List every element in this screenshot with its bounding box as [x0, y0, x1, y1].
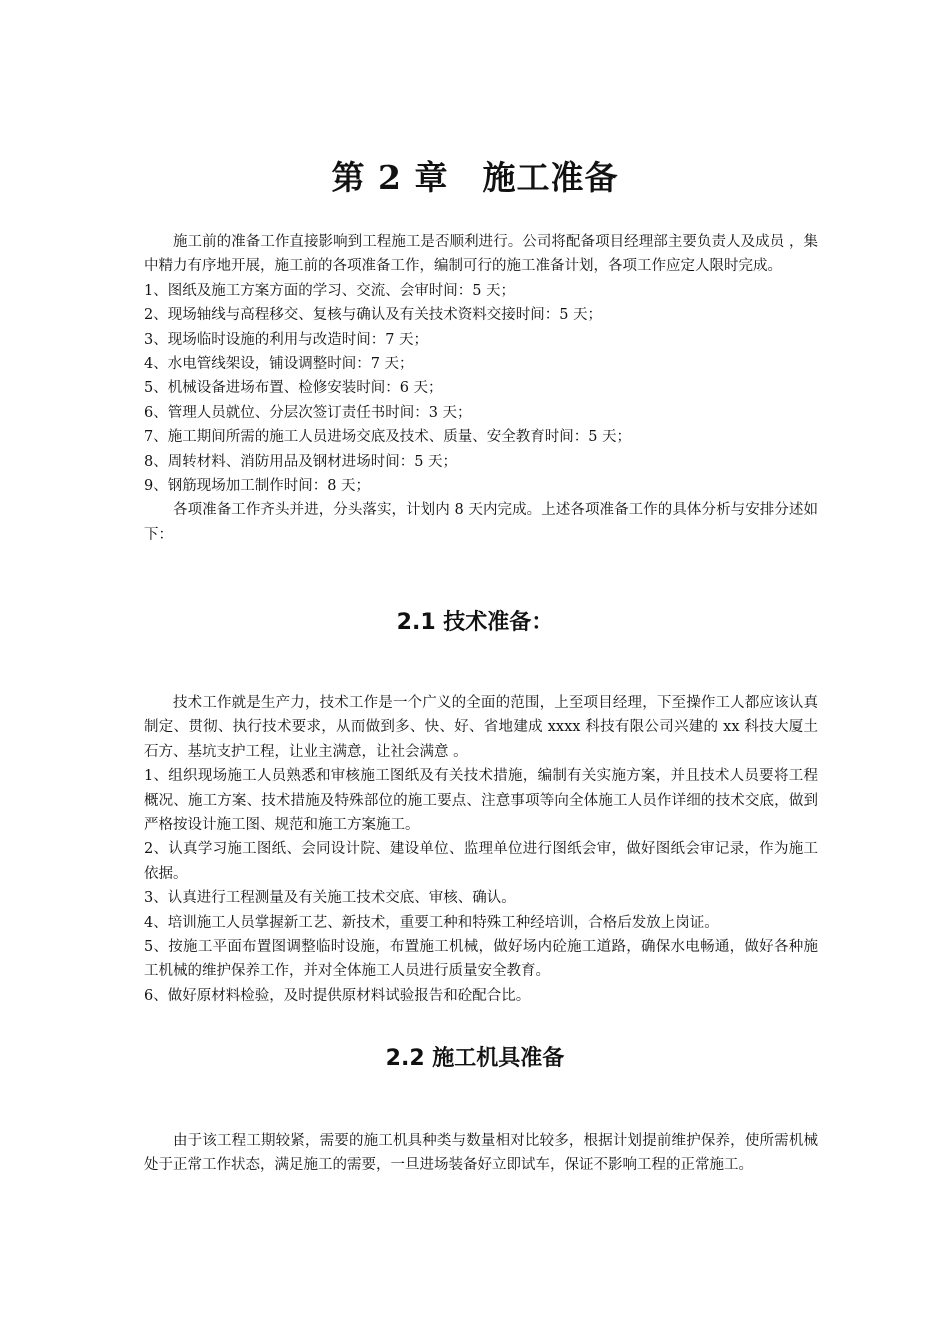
section-2-2-body — [144, 1129, 818, 1178]
section-2-2-paragraph: 由于该工程工期较紧，需要的施工机具种类与数量相对比较多，根据计划提前维护保养，使所需机械处于正常工作状态，满足施工的需要，一旦进场装备好立即试车，保证不影响工程的正常施工。 — [144, 1133, 818, 1174]
section-2-1-title: 2.1 技术准备： — [396, 610, 554, 635]
section-2-1-body — [144, 691, 818, 1008]
intro-closing-paragraph: 各项准备工作齐头并进，分头落实，计划内 8 天内完成。上述各项准备工作的具体分析与安排分述如下： — [144, 502, 818, 543]
section-2-1-item-3: 3、认真进行工程测量及有关施工技术交底、审核、确认。 — [144, 890, 516, 907]
section-2-1-item-1: 1、组织现场施工人员熟悉和审核施工图纸及有关技术措施，编制有关实施方案，并且技术人员要将工程概况、施工方案、技术措施及特殊部位的施工要点、注意事项等向全体施工人员作详细的技术交底，做到严格按设计施工图、规范和施工方案施工。 — [144, 768, 818, 834]
intro-item-4: 4、水电管线架设，铺设调整时间：7 天； — [144, 356, 414, 373]
section-2-1-item-5: 5、按施工平面布置图调整临时设施，布置施工机械，做好场内砼施工道路，确保水电畅通，做好各种施工机械的维护保养工作，并对全体施工人员进行质量安全教育。 — [144, 939, 818, 980]
section-2-1-item-2: 2、认真学习施工图纸、会同设计院、建设单位、监理单位进行图纸会审，做好图纸会审记录，作为施工依据。 — [144, 841, 818, 882]
chapter-title: 第 2 章 施工准备 — [331, 158, 619, 197]
intro-item-7: 7、施工期间所需的施工人员进场交底及技术、质量、安全教育时间：5 天； — [144, 429, 632, 446]
section-2-2-title: 2.2 施工机具准备 — [385, 1046, 565, 1071]
intro-item-8: 8、周转材料、消防用品及钢材进场时间：5 天； — [144, 453, 458, 470]
intro-item-5: 5、机械设备进场布置、检修安装时间：6 天； — [144, 380, 443, 397]
section-2-1-item-4: 4、培训施工人员掌握新工艺、新技术，重要工种和特殊工种经培训，合格后发放上岗证。 — [144, 914, 719, 931]
intro-section — [144, 230, 818, 547]
intro-item-3: 3、现场临时设施的利用与改造时间：7 天； — [144, 331, 429, 348]
intro-item-9: 9、钢筋现场加工制作时间：8 天； — [144, 478, 371, 495]
intro-item-2: 2、现场轴线与高程移交、复核与确认及有关技术资料交接时间：5 天； — [144, 307, 603, 324]
intro-item-6: 6、管理人员就位、分层次签订责任书时间：3 天； — [144, 404, 472, 421]
section-2-1-item-6: 6、做好原材料检验，及时提供原材料试验报告和砼配合比。 — [144, 987, 531, 1004]
intro-item-1: 1、图纸及施工方案方面的学习、交流、会审时间：5 天； — [144, 282, 516, 299]
section-2-1-paragraph: 技术工作就是生产力，技术工作是一个广义的全面的范围，上至项目经理，下至操作工人都应该认真制定、贯彻、执行技术要求，从而做到多、快、好、省地建成 xxxx 科技有限公司兴建的 xx 科技大厦土石方、基坑支护工程，让业主满意，让社会满意 。 — [144, 695, 818, 760]
intro-paragraph: 施工前的准备工作直接影响到工程施工是否顺利进行。公司将配备项目经理部主要负责人及成员 ，集中精力有序地开展，施工前的各项准备工作，编制可行的施工准备计划，各项工作应定人限时完成。 — [144, 234, 818, 275]
